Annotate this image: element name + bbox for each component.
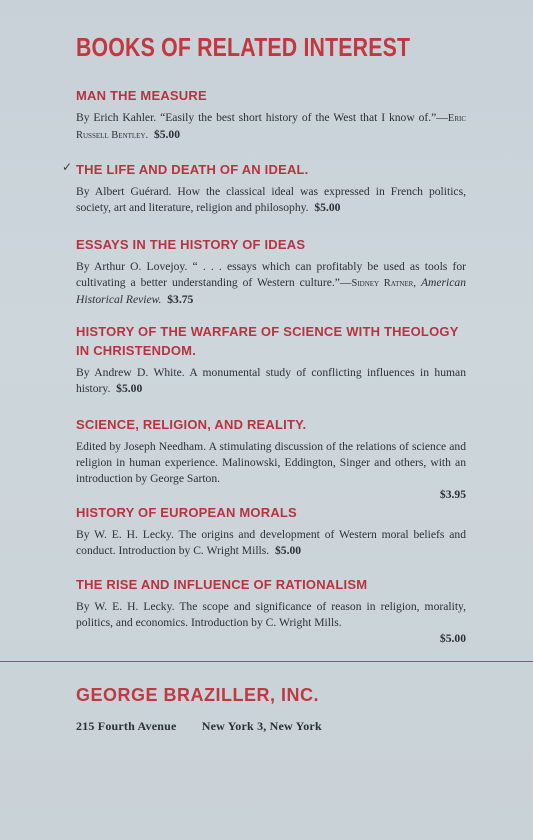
book-entry-rise-of-rationalism (76, 575, 466, 647)
divider-line (0, 661, 533, 662)
book-price: $3.75 (167, 293, 194, 306)
quote-credit: Sidney Ratner, (351, 278, 416, 289)
book-price: $5.00 (116, 382, 143, 395)
book-entry-life-and-death-of-an-ideal (76, 160, 466, 216)
book-description: By Andrew D. White. A monumental study of conflicting influences in human history. $5.00 (76, 366, 466, 395)
page-heading: BOOKS OF RELATED INTEREST (76, 32, 411, 62)
publisher-address (76, 719, 344, 734)
publisher-name: GEORGE BRAZILLER, INC. (76, 685, 320, 705)
pencil-mark: ✓ (62, 160, 73, 174)
book-description: Edited by Joseph Needham. A stimulating discussion of the relations of science and religion in human experience. Malinowski, Eddington, Singer and others, with an introduction by George Sarton. $3.95 (76, 440, 466, 501)
book-entry-warfare-of-science (76, 322, 466, 397)
book-description: By Albert Guérard. How the classical ideal was expressed in French politics, society, art and literature, religion and philosophy. $5.00 (76, 185, 466, 214)
book-entry-science-religion-reality (76, 415, 466, 503)
publisher-street: 215 Fourth Avenue (76, 719, 177, 733)
book-price: $5.00 (439, 632, 466, 645)
publisher-city: New York 3, New York (201, 719, 322, 733)
book-price: $5.00 (314, 201, 341, 214)
book-description: By Arthur O. Lovejoy. “ . . . essays which can profitably be used as tools for cultivating a better understanding of Western culture.”—Sidney Ratner, American Historical Review. $3.75 (76, 260, 467, 306)
book-description: By Erich Kahler. “Easily the best short history of the West that I know of.”—Eric Russell Bentley. $5.00 (76, 111, 466, 141)
book-entry-european-morals (76, 503, 466, 559)
book-title: MAN THE MEASURE (76, 88, 207, 103)
book-title: HISTORY OF THE WARFARE OF SCIENCE WITH THEOLOGY IN CHRISTENDOM. (76, 324, 459, 358)
book-title: SCIENCE, RELIGION, AND REALITY. (76, 417, 307, 432)
book-description: By W. E. H. Lecky. The origins and development of Western moral beliefs and conduct. Introduction by C. Wright Mills. $5.00 (76, 528, 466, 557)
book-title: THE RISE AND INFLUENCE OF RATIONALISM (76, 577, 368, 592)
quote-source: American Historical Review. (76, 276, 467, 306)
book-title: ESSAYS IN THE HISTORY OF IDEAS (76, 237, 306, 252)
book-description: By W. E. H. Lecky. The scope and significance of reason in religion, morality, politics, and economics. Introduction by C. Wright Mills. $5.00 (76, 600, 466, 645)
book-title: THE LIFE AND DEATH OF AN IDEAL. (76, 162, 309, 177)
book-price: $3.95 (439, 488, 466, 501)
quote-credit: Eric Russell Bentley. (76, 113, 466, 141)
book-entry-essays-history-of-ideas (76, 235, 466, 308)
book-price: $5.00 (153, 128, 181, 141)
book-entry-man-the-measure (76, 86, 466, 144)
book-title: HISTORY OF EUROPEAN MORALS (76, 505, 297, 520)
book-price: $5.00 (274, 544, 302, 557)
